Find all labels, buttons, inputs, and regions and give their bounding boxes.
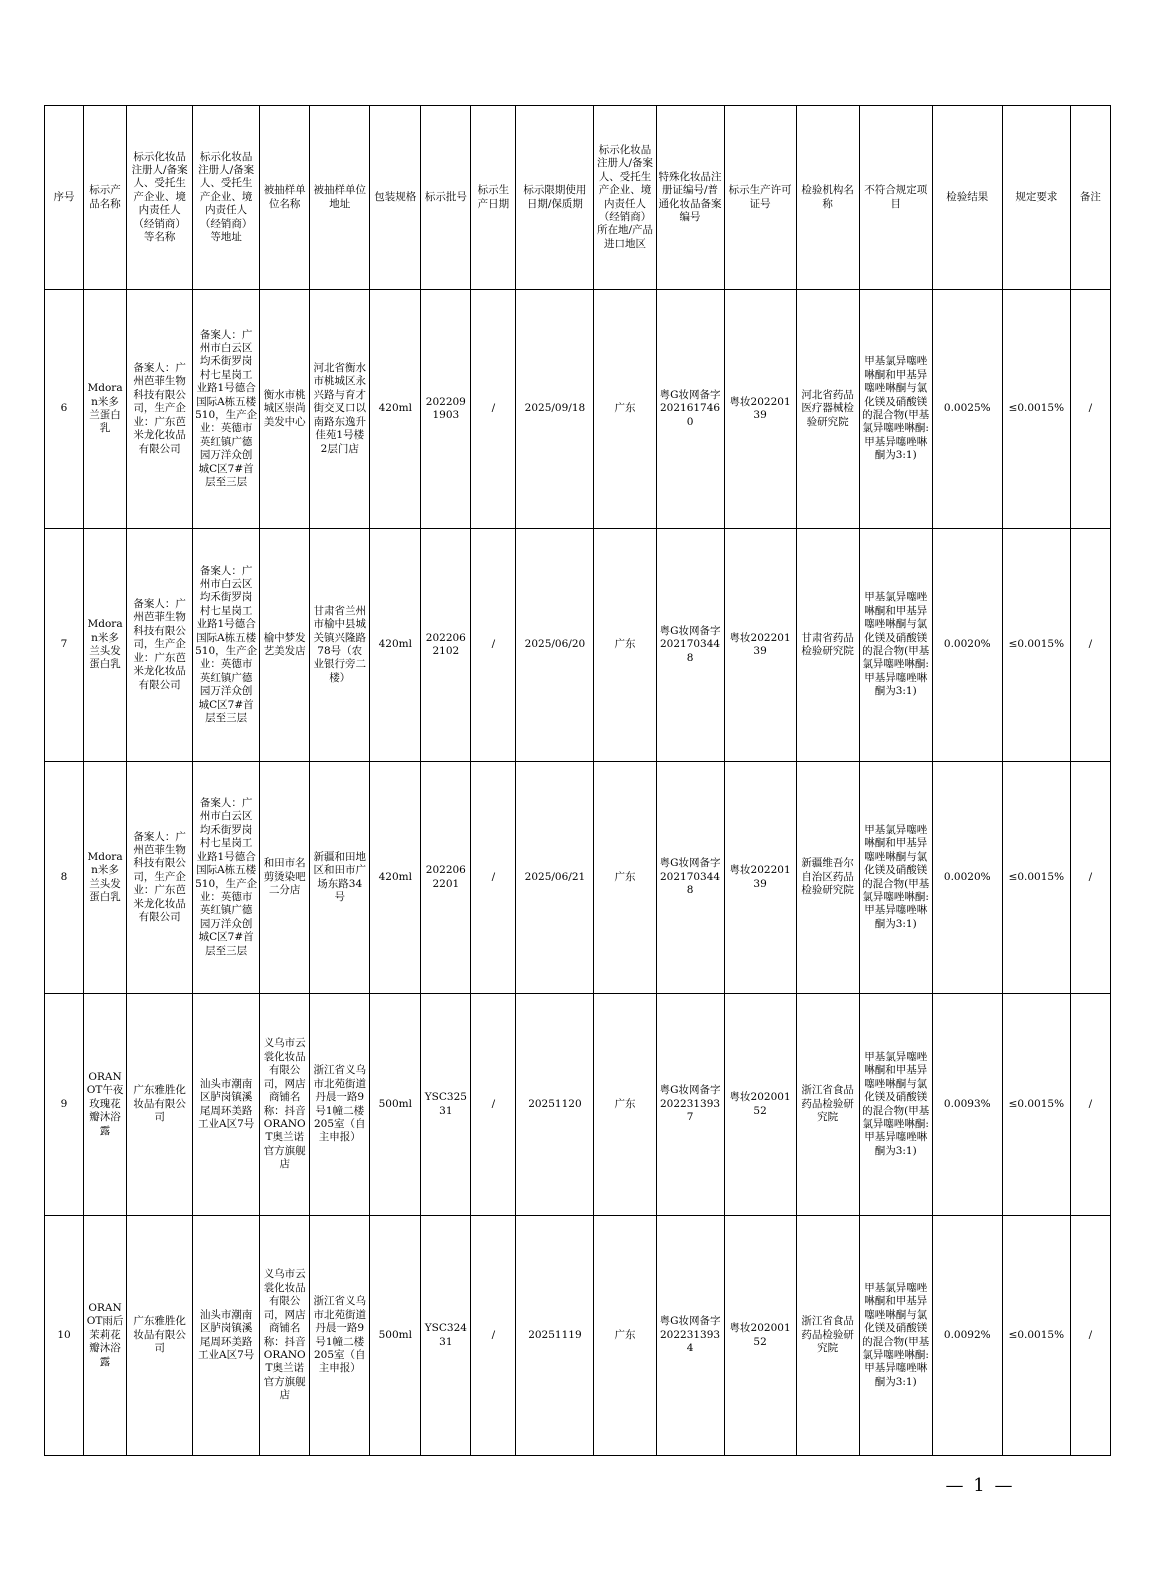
cell-package-spec: 500ml [370,1216,421,1456]
cell-production-date: / [471,290,516,529]
cell-sampled-unit-name: 义乌市云裳化妆品有限公司，网店商铺名称：抖音ORANOT奥兰诺官方旗舰店 [260,1216,310,1456]
header-requirement: 规定要求 [1002,106,1070,290]
cell-sampled-unit-name: 衡水市桃城区崇尚美发中心 [260,290,310,529]
cell-seq: 7 [45,529,84,762]
cell-requirement: ≤0.0015% [1002,762,1070,994]
cell-expiry: 20251119 [516,1216,594,1456]
cell-registrant-address: 汕头市潮南区胪岗镇溪尾周环美路工业A区7号 [193,994,260,1216]
cell-expiry: 2025/09/18 [516,290,594,529]
cell-registrant-address: 备案人：广州市白云区均禾街罗岗村七星岗工业路1号德合国际A栋五楼510，生产企业：英德市英红镇广德园万洋众创城C区7#首层至三层 [193,762,260,994]
header-batch-no: 标示批号 [421,106,471,290]
cell-requirement: ≤0.0015% [1002,290,1070,529]
cell-registrant-name: 备案人：广州芭菲生物科技有限公司，生产企业：广东芭米龙化妆品有限公司 [127,762,193,994]
table-row [45,994,1111,1216]
cell-production-date: / [471,1216,516,1456]
page-number: — 1 — [945,1475,1015,1496]
cell-batch-no: 2022091903 [421,290,471,529]
cell-special-cert: 粤G妆网备字2021703448 [656,762,724,994]
header-production-license: 标示生产许可证号 [724,106,796,290]
cell-sampled-unit-address: 河北省衡水市桃城区永兴路与育才街交叉口以南路东逸升佳苑1号楼2层门店 [310,290,370,529]
header-package-spec: 包装规格 [370,106,421,290]
header-special-cert: 特殊化妆品注册证编号/普通化妆品备案编号 [656,106,724,290]
cell-test-result: 0.0093% [932,994,1002,1216]
table-row [45,529,1111,762]
cell-product-name: ORANOT雨后茉莉花瓣沐浴露 [84,1216,127,1456]
cell-nonconforming-item: 甲基氯异噻唑啉酮和甲基异噻唑啉酮与氯化镁及硝酸镁的混合物(甲基氯异噻唑啉酮:甲基异噻唑啉酮为3:1) [859,762,932,994]
header-production-date: 标示生产日期 [471,106,516,290]
table-row [45,762,1111,994]
cell-production-date: / [471,994,516,1216]
header-product-name: 标示产品名称 [84,106,127,290]
cell-sampled-unit-name: 榆中梦发艺美发店 [260,529,310,762]
cell-production-license: 粤妆20220139 [724,529,796,762]
cell-remark: / [1070,994,1110,1216]
cell-sampled-unit-address: 新疆和田地区和田市广场东路34号 [310,762,370,994]
cell-registrant-address: 备案人：广州市白云区均禾街罗岗村七星岗工业路1号德合国际A栋五楼510，生产企业：英德市英红镇广德园万洋众创城C区7#首层至三层 [193,290,260,529]
cell-production-license: 粤妆20220139 [724,762,796,994]
header-test-result: 检验结果 [932,106,1002,290]
cell-test-result: 0.0020% [932,762,1002,994]
cell-seq: 9 [45,994,84,1216]
cell-nonconforming-item: 甲基氯异噻唑啉酮和甲基异噻唑啉酮与氯化镁及硝酸镁的混合物(甲基氯异噻唑啉酮:甲基异噻唑啉酮为3:1) [859,529,932,762]
cell-registrant-address: 备案人：广州市白云区均禾街罗岗村七星岗工业路1号德合国际A栋五楼510，生产企业：英德市英红镇广德园万洋众创城C区7#首层至三层 [193,529,260,762]
cell-inspection-org: 浙江省食品药品检验研究院 [796,1216,859,1456]
header-registrant-name: 标示化妆品注册人/备案人、受托生产企业、境内责任人（经销商）等名称 [127,106,193,290]
cell-product-name: Mdoran米多兰蛋白乳 [84,290,127,529]
cell-product-name: Mdoran米多兰头发蛋白乳 [84,762,127,994]
cell-production-date: / [471,762,516,994]
header-expiry: 标示限期使用日期/保质期 [516,106,594,290]
header-nonconforming-item: 不符合规定项目 [859,106,932,290]
header-sampled-unit-address: 被抽样单位地址 [310,106,370,290]
cell-registrant-name: 广东雅胜化妆品有限公司 [127,994,193,1216]
table-row [45,290,1111,529]
cell-sampled-unit-address: 浙江省义乌市北苑街道丹晨一路9号1幢二楼205室（自主申报） [310,994,370,1216]
cell-location: 广东 [594,994,656,1216]
cell-inspection-org: 新疆维吾尔自治区药品检验研究院 [796,762,859,994]
cell-location: 广东 [594,1216,656,1456]
cell-requirement: ≤0.0015% [1002,1216,1070,1456]
cell-location: 广东 [594,762,656,994]
header-location: 标示化妆品注册人/备案人、受托生产企业、境内责任人（经销商）所在地/产品进口地区 [594,106,656,290]
cell-registrant-name: 广东雅胜化妆品有限公司 [127,1216,193,1456]
cell-special-cert: 粤G妆网备字2021703448 [656,529,724,762]
cell-nonconforming-item: 甲基氯异噻唑啉酮和甲基异噻唑啉酮与氯化镁及硝酸镁的混合物(甲基氯异噻唑啉酮:甲基异噻唑啉酮为3:1) [859,994,932,1216]
cell-special-cert: 粤G妆网备字2021617460 [656,290,724,529]
cell-product-name: Mdoran米多兰头发蛋白乳 [84,529,127,762]
header-sampled-unit-name: 被抽样单位名称 [260,106,310,290]
header-inspection-org: 检验机构名称 [796,106,859,290]
cell-remark: / [1070,762,1110,994]
cell-production-license: 粤妆20200152 [724,994,796,1216]
cell-expiry: 2025/06/21 [516,762,594,994]
cell-expiry: 20251120 [516,994,594,1216]
cell-requirement: ≤0.0015% [1002,994,1070,1216]
cell-seq: 10 [45,1216,84,1456]
header-seq: 序号 [45,106,84,290]
table-row [45,1216,1111,1456]
cell-batch-no: YSC32531 [421,994,471,1216]
cell-inspection-org: 河北省药品医疗器械检验研究院 [796,290,859,529]
cell-registrant-address: 汕头市潮南区胪岗镇溪尾周环美路工业A区7号 [193,1216,260,1456]
cell-test-result: 0.0025% [932,290,1002,529]
cell-package-spec: 500ml [370,994,421,1216]
cell-sampled-unit-name: 义乌市云裳化妆品有限公司，网店商铺名称：抖音ORANOT奥兰诺官方旗舰店 [260,994,310,1216]
cell-package-spec: 420ml [370,290,421,529]
cell-inspection-org: 浙江省食品药品检验研究院 [796,994,859,1216]
cell-requirement: ≤0.0015% [1002,529,1070,762]
cell-production-license: 粤妆20200152 [724,1216,796,1456]
cell-batch-no: YSC32431 [421,1216,471,1456]
cell-seq: 8 [45,762,84,994]
cell-nonconforming-item: 甲基氯异噻唑啉酮和甲基异噻唑啉酮与氯化镁及硝酸镁的混合物(甲基氯异噻唑啉酮:甲基异噻唑啉酮为3:1) [859,290,932,529]
cell-expiry: 2025/06/20 [516,529,594,762]
cell-package-spec: 420ml [370,529,421,762]
cell-registrant-name: 备案人：广州芭菲生物科技有限公司，生产企业：广东芭米龙化妆品有限公司 [127,290,193,529]
cell-test-result: 0.0092% [932,1216,1002,1456]
cell-location: 广东 [594,529,656,762]
header-remark: 备注 [1070,106,1110,290]
cell-registrant-name: 备案人：广州芭菲生物科技有限公司，生产企业：广东芭米龙化妆品有限公司 [127,529,193,762]
header-row [45,106,1111,290]
cell-location: 广东 [594,290,656,529]
inspection-results-table [44,105,1111,1456]
cell-special-cert: 粤G妆网备字2022313934 [656,1216,724,1456]
cell-sampled-unit-address: 浙江省义乌市北苑街道丹晨一路9号1幢二楼205室（自主申报） [310,1216,370,1456]
cell-sampled-unit-address: 甘肃省兰州市榆中县城关镇兴隆路78号（农业银行旁二楼） [310,529,370,762]
cell-production-license: 粤妆20220139 [724,290,796,529]
cell-sampled-unit-name: 和田市名剪烫染吧二分店 [260,762,310,994]
cell-remark: / [1070,290,1110,529]
cell-special-cert: 粤G妆网备字2022313937 [656,994,724,1216]
cell-package-spec: 420ml [370,762,421,994]
cell-batch-no: 2022062201 [421,762,471,994]
cell-inspection-org: 甘肃省药品检验研究院 [796,529,859,762]
cell-test-result: 0.0020% [932,529,1002,762]
cell-product-name: ORANOT午夜玫瑰花瓣沐浴露 [84,994,127,1216]
cell-batch-no: 2022062102 [421,529,471,762]
cell-nonconforming-item: 甲基氯异噻唑啉酮和甲基异噻唑啉酮与氯化镁及硝酸镁的混合物(甲基氯异噻唑啉酮:甲基异噻唑啉酮为3:1) [859,1216,932,1456]
cell-production-date: / [471,529,516,762]
cell-remark: / [1070,1216,1110,1456]
header-registrant-address: 标示化妆品注册人/备案人、受托生产企业、境内责任人（经销商）等地址 [193,106,260,290]
cell-remark: / [1070,529,1110,762]
cell-seq: 6 [45,290,84,529]
